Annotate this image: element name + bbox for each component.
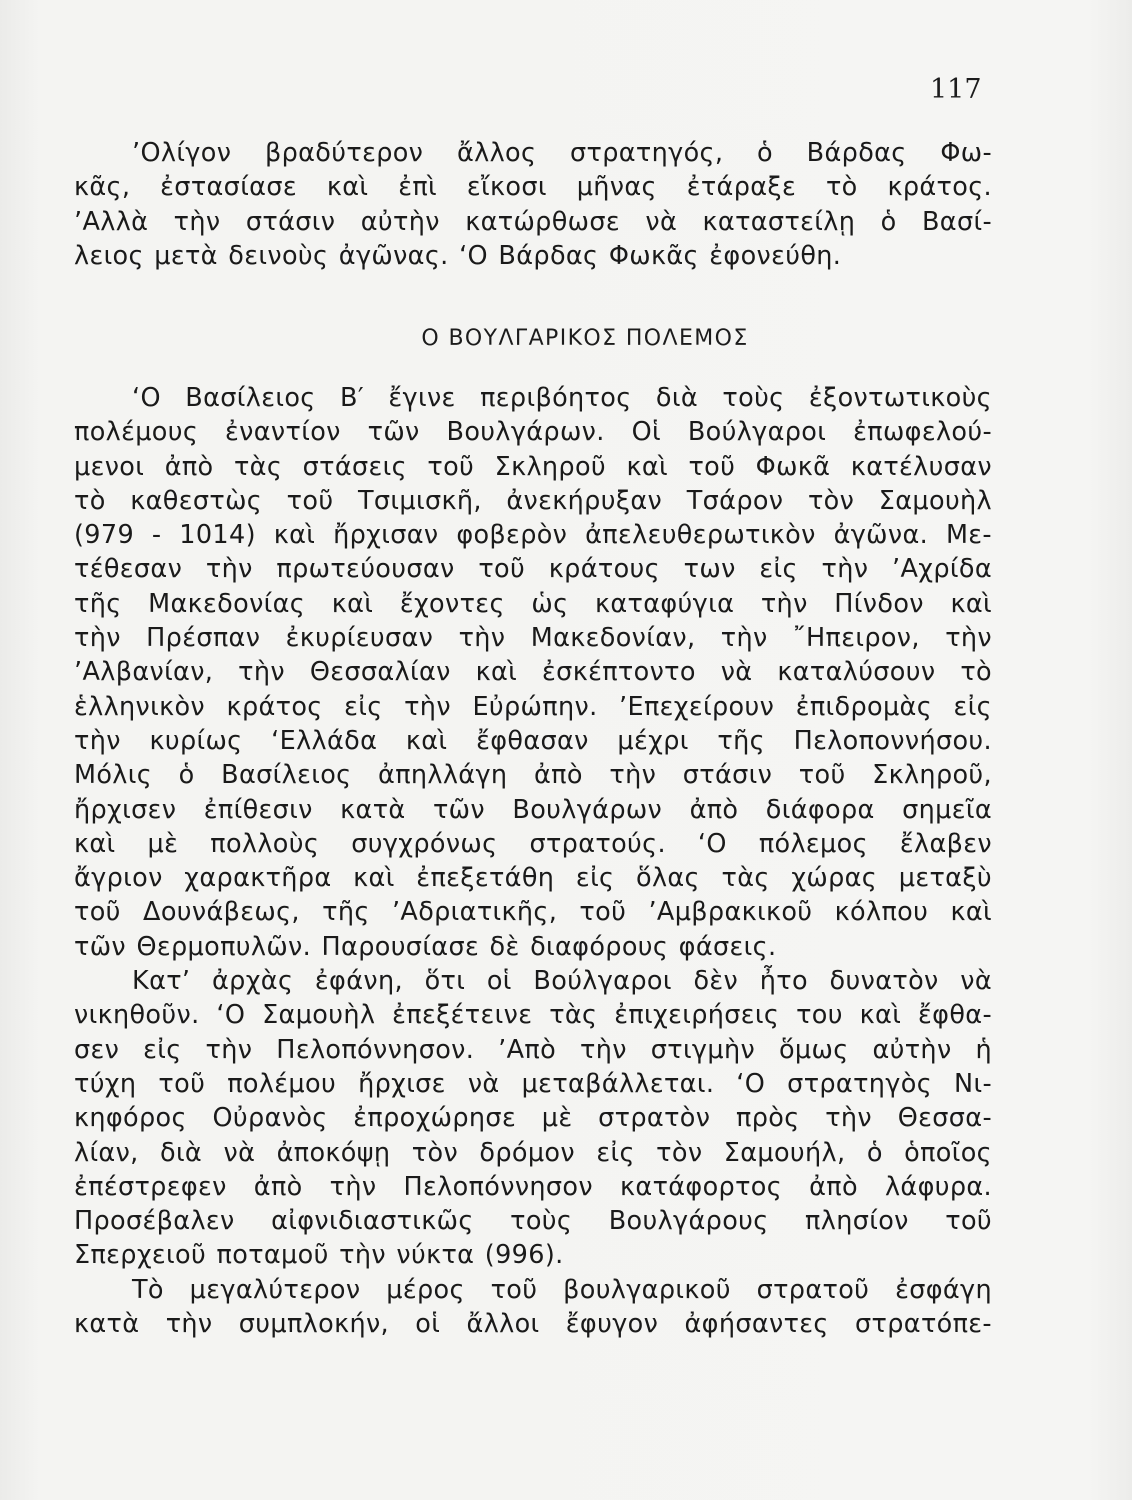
text-line: ’Αλλὰ τὴν στάσιν αὐτὴν κατώρθωσε νὰ καταστείλῃ ὁ Βασί-: [74, 206, 992, 237]
text-line: ἐπέστρεφεν ἀπὸ τὴν Πελοπόννησον κατάφορτος ἀπὸ λάφυρα.: [74, 1171, 992, 1202]
text-line: ἄγριον χαρακτῆρα καὶ ἐπεξετάθη εἰς ὅλας τὰς χώρας μεταξὺ: [74, 863, 992, 894]
text-line: σεν εἰς τὴν Πελοπόννησον. ’Απὸ τὴν στιγμὴν ὅμως αὐτὴν ἡ: [74, 1034, 992, 1065]
text-line: τῶν Θερμοπυλῶν. Παρουσίασε δὲ διαφόρους φάσεις.: [74, 931, 777, 962]
section-heading: Ο ΒΟΥΛΓΑΡΙΚΟΣ ΠΟΛΕΜΟΣ: [421, 326, 749, 351]
text-line: Κατ’ ἀρχὰς ἐφάνη, ὅτι οἱ Βούλγαροι δὲν ἦτο δυνατὸν νὰ: [132, 966, 992, 997]
text-line: τοῦ Δουνάβεως, τῆς ’Αδριατικῆς, τοῦ ’Αμβρακικοῦ κόλπου καὶ: [74, 897, 992, 928]
paragraph-bulgarian-defeat: [74, 1273, 992, 1342]
text-line: κᾶς, ἐστασίασε καὶ ἐπὶ εἴκοσι μῆνας ἐτάραξε τὸ κράτος.: [74, 172, 992, 203]
text-line: τύχη τοῦ πολέμου ἤρχισε νὰ μεταβάλλεται. ‘Ο στρατηγὸς Νι-: [74, 1068, 992, 1099]
text-line: νικηθοῦν. ‘Ο Σαμουὴλ ἐπεξέτεινε τὰς ἐπιχειρήσεις του καὶ ἔφθα-: [74, 1000, 992, 1031]
text-line: (979 - 1014) καὶ ἤρχισαν φοβερὸν ἀπελευθερωτικὸν ἀγῶνα. Με-: [74, 520, 992, 551]
text-line: Τὸ μεγαλύτερον μέρος τοῦ βουλγαρικοῦ στρατοῦ ἐσφάγη: [132, 1274, 992, 1305]
text-line: ’Ολίγον βραδύτερον ἄλλος στρατηγός, ὁ Βάρδας Φω-: [132, 138, 992, 168]
text-line: τὴν Πρέσπαν ἐκυρίευσαν τὴν Μακεδονίαν, τὴν ῎Ηπειρον, τὴν: [74, 623, 992, 654]
text-line: κηφόρος Οὐρανὸς ἐπροχώρησε μὲ στρατὸν πρὸς τὴν Θεσσα-: [74, 1103, 992, 1134]
text-line: λίαν, διὰ νὰ ἀποκόψῃ τὸν δρόμον εἰς τὸν Σαμουήλ, ὁ ὁποῖος: [74, 1137, 992, 1168]
text-line: τῆς Μακεδονίας καὶ ἔχοντες ὡς καταφύγια τὴν Πίνδον καὶ: [74, 588, 992, 619]
text-line: καὶ μὲ πολλοὺς συγχρόνως στρατούς. ‘Ο πόλεμος ἔλαβεν: [74, 828, 992, 859]
text-line: ἤρχισεν ἐπίθεσιν κατὰ τῶν Βουλγάρων ἀπὸ διάφορα σημεῖα: [74, 794, 992, 825]
text-line: ἑλληνικὸν κράτος εἰς τὴν Εὐρώπην. ’Επεχείρουν ἐπιδρομὰς εἰς: [74, 691, 992, 722]
paragraph-vardas-fokas: [74, 136, 992, 273]
text-line: τὴν κυρίως ‘Ελλάδα καὶ ἔφθασαν μέχρι τῆς Πελοποννήσου.: [74, 725, 992, 756]
text-line: τὸ καθεστὼς τοῦ Τσιμισκῆ, ἀνεκήρυξαν Τσάρον τὸν Σαμουὴλ: [74, 485, 992, 516]
text-line: ‘Ο Βασίλειος Β′ ἔγινε περιβόητος διὰ τοὺς ἐξοντωτικοὺς: [132, 383, 992, 413]
text-line: Προσέβαλεν αἰφνιδιαστικῶς τοὺς Βουλγάρους πλησίον τοῦ: [74, 1206, 992, 1237]
text-line: κατὰ τὴν συμπλοκήν, οἱ ἄλλοι ἔφυγον ἀφήσαντες στρατόπε-: [74, 1309, 992, 1340]
main-text: [74, 381, 992, 1341]
paragraph-uranos-campaign: [74, 964, 992, 1273]
page-number: 117: [930, 74, 982, 105]
text-line: Μόλις ὁ Βασίλειος ἀπηλλάγη ἀπὸ τὴν στάσιν τοῦ Σκληροῦ,: [74, 760, 992, 791]
paragraph-basil-wars: [74, 381, 992, 964]
text-line: λειος μετὰ δεινοὺς ἀγῶνας. ‘Ο Βάρδας Φωκᾶς ἐφονεύθη.: [74, 240, 842, 271]
text-line: πολέμους ἐναντίον τῶν Βουλγάρων. Οἱ Βούλγαροι ἐπωφελού-: [74, 417, 992, 448]
text-line: τέθεσαν τὴν πρωτεύουσαν τοῦ κράτους των εἰς τὴν ’Αχρίδα: [74, 554, 992, 585]
text-line: ’Αλβανίαν, τὴν Θεσσαλίαν καὶ ἐσκέπτοντο νὰ καταλύσουν τὸ: [74, 657, 992, 688]
text-line: Σπερχειοῦ ποταμοῦ τὴν νύκτα (996).: [74, 1240, 564, 1271]
text-line: μενοι ἀπὸ τὰς στάσεις τοῦ Σκληροῦ καὶ τοῦ Φωκᾶ κατέλυσαν: [74, 451, 992, 482]
